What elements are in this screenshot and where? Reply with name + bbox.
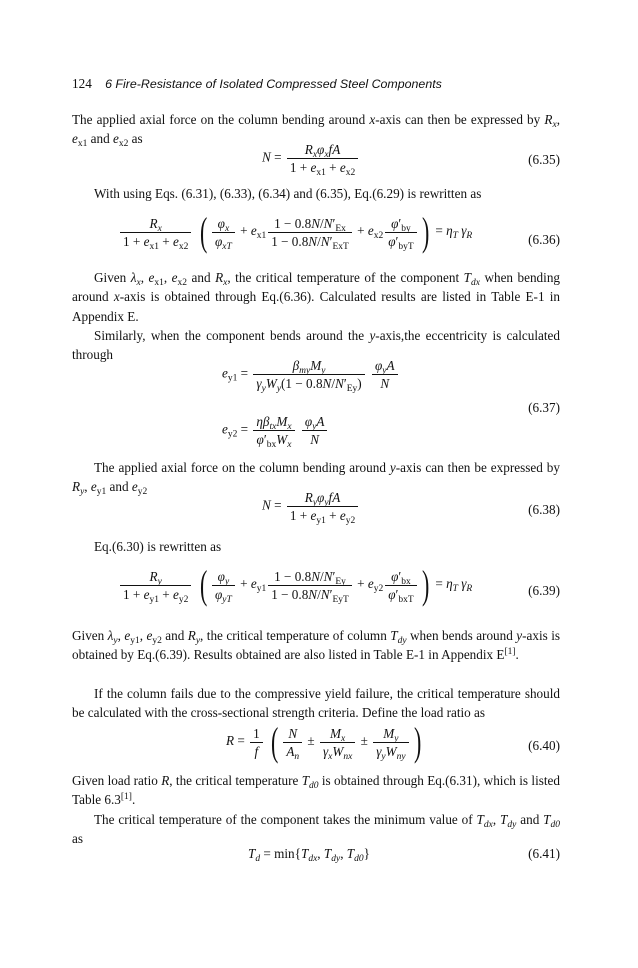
paragraph-3: Given $\lambda_x$, $e_{x1}$, $e_{x2}$ and $R_x$, the critical temperature of the component $T_{dx}$ when bending around x-axis is obtained through Eq.(6.36). Calculated results are listed in Table E-1 in Appendix E. bbox=[72, 270, 561, 324]
equation-6-35: N = $\frac{R_x\varphi_xfA}{1 + e_{x1} + e_{x2}}$ bbox=[262, 142, 360, 175]
page-header bbox=[72, 76, 442, 92]
paragraph-2: With using Eqs. (6.31), (6.33), (6.34) and (6.35), Eq.(6.29) is rewritten as bbox=[94, 186, 482, 201]
equation-number: (6.41) bbox=[528, 846, 560, 861]
equation-number: (6.36) bbox=[528, 232, 560, 247]
equation-6-37a: $e_{y1}$ = $\frac{\beta_{my}M_y}{\gamma_yW_y(1 - 0.8N/N'_{Ey})}$ $\frac{\varphi_yA}{N}$ bbox=[222, 358, 400, 391]
page-number: 124 bbox=[72, 76, 92, 91]
equation-number: (6.37) bbox=[528, 400, 560, 415]
equation-number: (6.35) bbox=[528, 152, 560, 167]
equation-number: (6.39) bbox=[528, 583, 560, 598]
paragraph-5: The applied axial force on the column bending around y-axis can then be expressed by $R_y$, $e_{y1}$ and $e_{y2}$ bbox=[72, 460, 560, 498]
paragraph-6: Eq.(6.30) is rewritten as bbox=[94, 539, 222, 554]
equation-6-37b: $e_{y2}$ = $\frac{\eta\beta_{tx}M_x}{\varphi'_{bx}W_x}$ $\frac{\varphi_yA}{N}$ bbox=[222, 414, 329, 447]
paragraph-10: The critical temperature of the component takes the minimum value of $T_{dx}$, $T_{dy}$ and $T_{d0}$ as bbox=[72, 812, 561, 847]
equation-6-36: $\frac{R_x}{1 + e_{x1} + e_{x2}}$ ( $\frac{\varphi_x}{\varphi_{xT}}$ + $e_{x1}$ $\frac{1 - 0.8N/N'_{Ex}}{1 - 0.8N/N'_{ExT}}$ + $e_{x2}$ $\frac{\varphi'_{by}}{\varphi'_{byT}}$ ) = $\eta_T$ $\gamma_R$ bbox=[118, 212, 472, 252]
equation-6-40: R = $\frac{1}{f}$ ( $\frac{N}{A_n}$ ± $\frac{M_x}{\gamma_xW_{nx}}$ ± $\frac{M_y}{\gamma_yW_{ny}}$ ) bbox=[226, 719, 421, 764]
equation-6-39: $\frac{R_y}{1 + e_{y1} + e_{y2}}$ ( $\frac{\varphi_y}{\varphi_{yT}}$ + $e_{y1}$ $\frac{1 - 0.8N/N'_{Ey}}{1 - 0.8N/N'_{EyT}}$ + $e_{y2}$ $\frac{\varphi'_{bx}}{\varphi'_{bxT}}$ ) = $\eta_T$ $\gamma_R$ bbox=[118, 565, 472, 605]
equation-number: (6.40) bbox=[528, 738, 560, 753]
equation-number: (6.38) bbox=[528, 502, 560, 517]
paragraph-9: Given load ratio R, the critical temperature $T_{d0}$ is obtained through Eq.(6.31), which is listed Table 6.3[1]. bbox=[72, 773, 560, 808]
equation-6-41: $T_d = \min\{T_{dx}$, $T_{dy}$, $T_{d0}$} bbox=[248, 846, 370, 864]
paragraph-1: The applied axial force on the column bending around x-axis can then be expressed by $R_x$, $e_{x1}$ and $e_{x2}$ as bbox=[72, 112, 560, 150]
paragraph-4: Similarly, when the component bends around the y-axis,the eccentricity is calculated through bbox=[72, 328, 560, 363]
paragraph-8: If the column fails due to the compressive yield failure, the critical temperature should be calculated with the cross-sectional strength criteria. Define the load ratio as bbox=[72, 686, 560, 721]
equation-6-38: N = $\frac{R_y\varphi_yfA}{1 + e_{y1} + e_{y2}}$ bbox=[262, 490, 360, 523]
running-title: 6 Fire-Resistance of Isolated Compressed Steel Components bbox=[105, 77, 442, 91]
paragraph-7: Given $\lambda_y$, $e_{y1}$, $e_{y2}$ and $R_y$, the critical temperature of column $T_{dy}$ when bends around y-axis is obtained by Eq.(6.39). Results obtained are also listed in Table E-1 in Appendix E[1]. bbox=[72, 628, 561, 663]
